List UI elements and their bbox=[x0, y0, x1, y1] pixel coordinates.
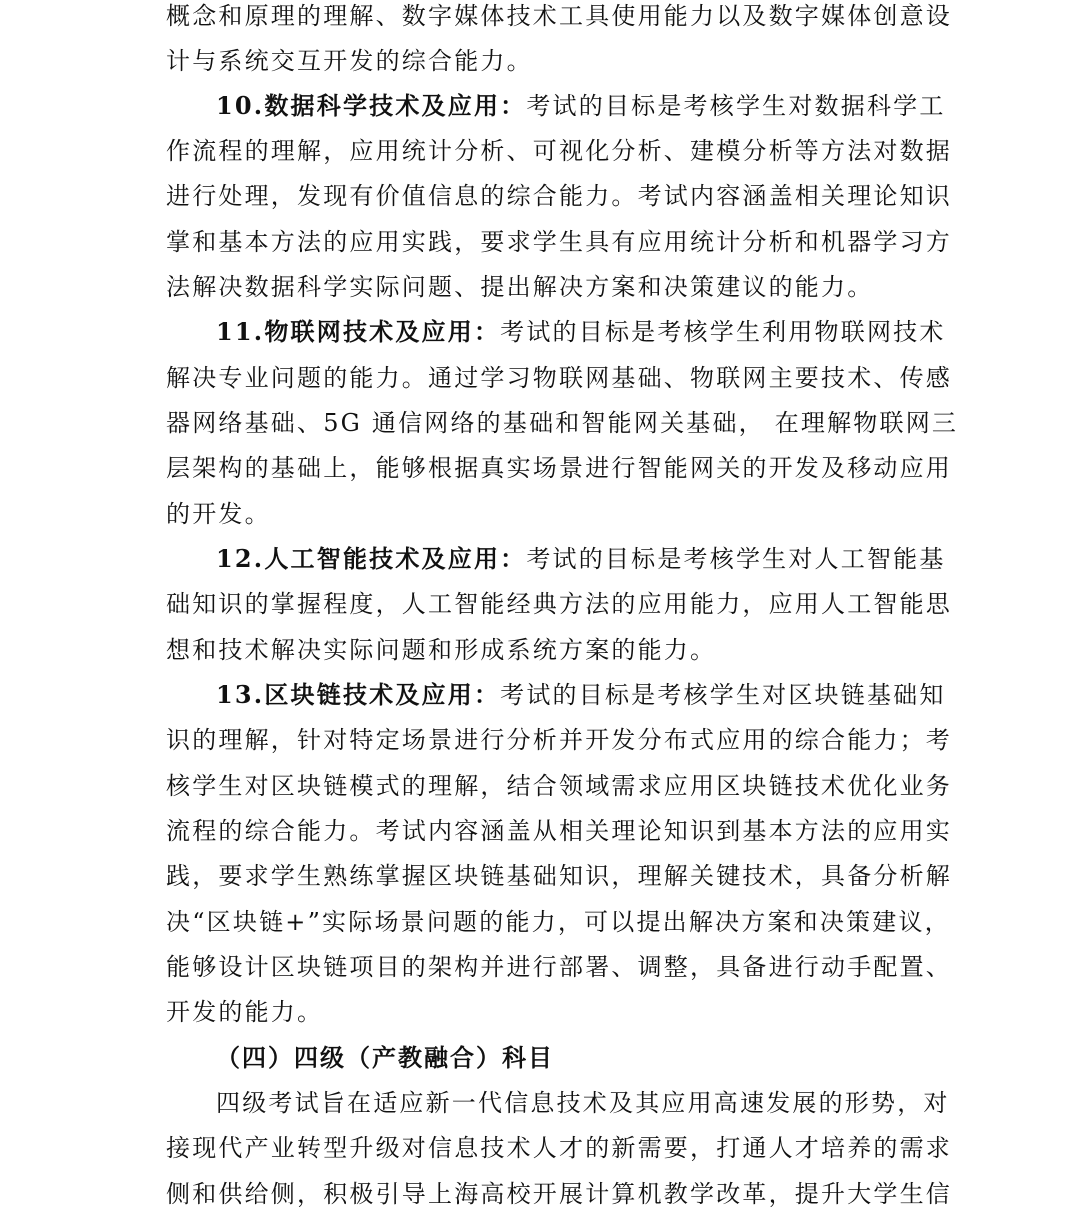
section-4-line-1: 四级考试旨在适应新一代信息技术及其应用高速发展的形势，对 bbox=[216, 1089, 950, 1117]
item-13-title: 13.区块链技术及应用： bbox=[216, 680, 501, 709]
section-4-line-3: 侧和供给侧，积极引导上海高校开展计算机教学改革，提升大学生信 bbox=[166, 1180, 952, 1208]
item-10-first-line-text: 考试的目标是考核学生对数据科学工 bbox=[526, 92, 946, 120]
item-12-line-2: 础知识的掌握程度，人工智能经典方法的应用能力，应用人工智能思 bbox=[166, 590, 952, 618]
item-12-line-3: 想和技术解决实际问题和形成系统方案的能力。 bbox=[166, 636, 717, 664]
item-12-first-line-text: 考试的目标是考核学生对人工智能基 bbox=[526, 545, 946, 573]
item-10-line-4: 掌和基本方法的应用实践，要求学生具有应用统计分析和机器学习方 bbox=[166, 228, 952, 256]
item-13-first-line bbox=[216, 673, 946, 717]
item-13-line-8: 开发的能力。 bbox=[166, 998, 324, 1026]
item-11-title: 11.物联网技术及应用： bbox=[216, 317, 501, 346]
item-13-line-2: 识的理解，针对特定场景进行分析并开发分布式应用的综合能力；考 bbox=[166, 726, 952, 754]
item-13-line-7: 能够设计区块链项目的架构并进行部署、调整，具备进行动手配置、 bbox=[166, 953, 952, 981]
section-4-line-2: 接现代产业转型升级对信息技术人才的新需要，打通人才培养的需求 bbox=[166, 1134, 952, 1162]
item-11-line-3: 器网络基础、5G 通信网络的基础和智能网关基础， 在理解物联网三 bbox=[166, 409, 959, 437]
item-11-line-2: 解决专业问题的能力。通过学习物联网基础、物联网主要技术、传感 bbox=[166, 364, 952, 392]
intro-line-1: 概念和原理的理解、数字媒体技术工具使用能力以及数字媒体创意设 bbox=[166, 2, 952, 30]
item-11-first-line bbox=[216, 310, 946, 354]
item-13-first-line-text: 考试的目标是考核学生对区块链基础知 bbox=[500, 681, 946, 709]
item-13-line-3: 核学生对区块链模式的理解，结合领域需求应用区块链技术优化业务 bbox=[166, 772, 952, 800]
item-10-first-line bbox=[216, 84, 946, 128]
item-13-line-6: 决“区块链+”实际场景问题的能力，可以提出解决方案和决策建议， bbox=[166, 908, 951, 936]
item-11-line-4: 层架构的基础上，能够根据真实场景进行智能网关的开发及移动应用 bbox=[166, 454, 952, 482]
item-10-line-5: 法解决数据科学实际问题、提出解决方案和决策建议的能力。 bbox=[166, 273, 874, 301]
item-13-line-5: 践，要求学生熟练掌握区块链基础知识，理解关键技术，具备分析解 bbox=[166, 862, 952, 890]
item-12-title: 12.人工智能技术及应用： bbox=[216, 544, 527, 573]
item-13-line-4: 流程的综合能力。考试内容涵盖从相关理论知识到基本方法的应用实 bbox=[166, 817, 952, 845]
item-10-title: 10.数据科学技术及应用： bbox=[216, 91, 527, 120]
item-10-line-2: 作流程的理解，应用统计分析、可视化分析、建模分析等方法对数据 bbox=[166, 137, 952, 165]
item-11-first-line-text: 考试的目标是考核学生利用物联网技术 bbox=[500, 318, 946, 346]
section-4-heading: （四）四级（产教融合）科目 bbox=[216, 1043, 554, 1072]
intro-line-2: 计与系统交互开发的综合能力。 bbox=[166, 47, 533, 75]
item-12-first-line bbox=[216, 537, 946, 581]
item-11-line-5: 的开发。 bbox=[166, 500, 271, 528]
item-10-line-3: 进行处理，发现有价值信息的综合能力。考试内容涵盖相关理论知识 bbox=[166, 182, 952, 210]
